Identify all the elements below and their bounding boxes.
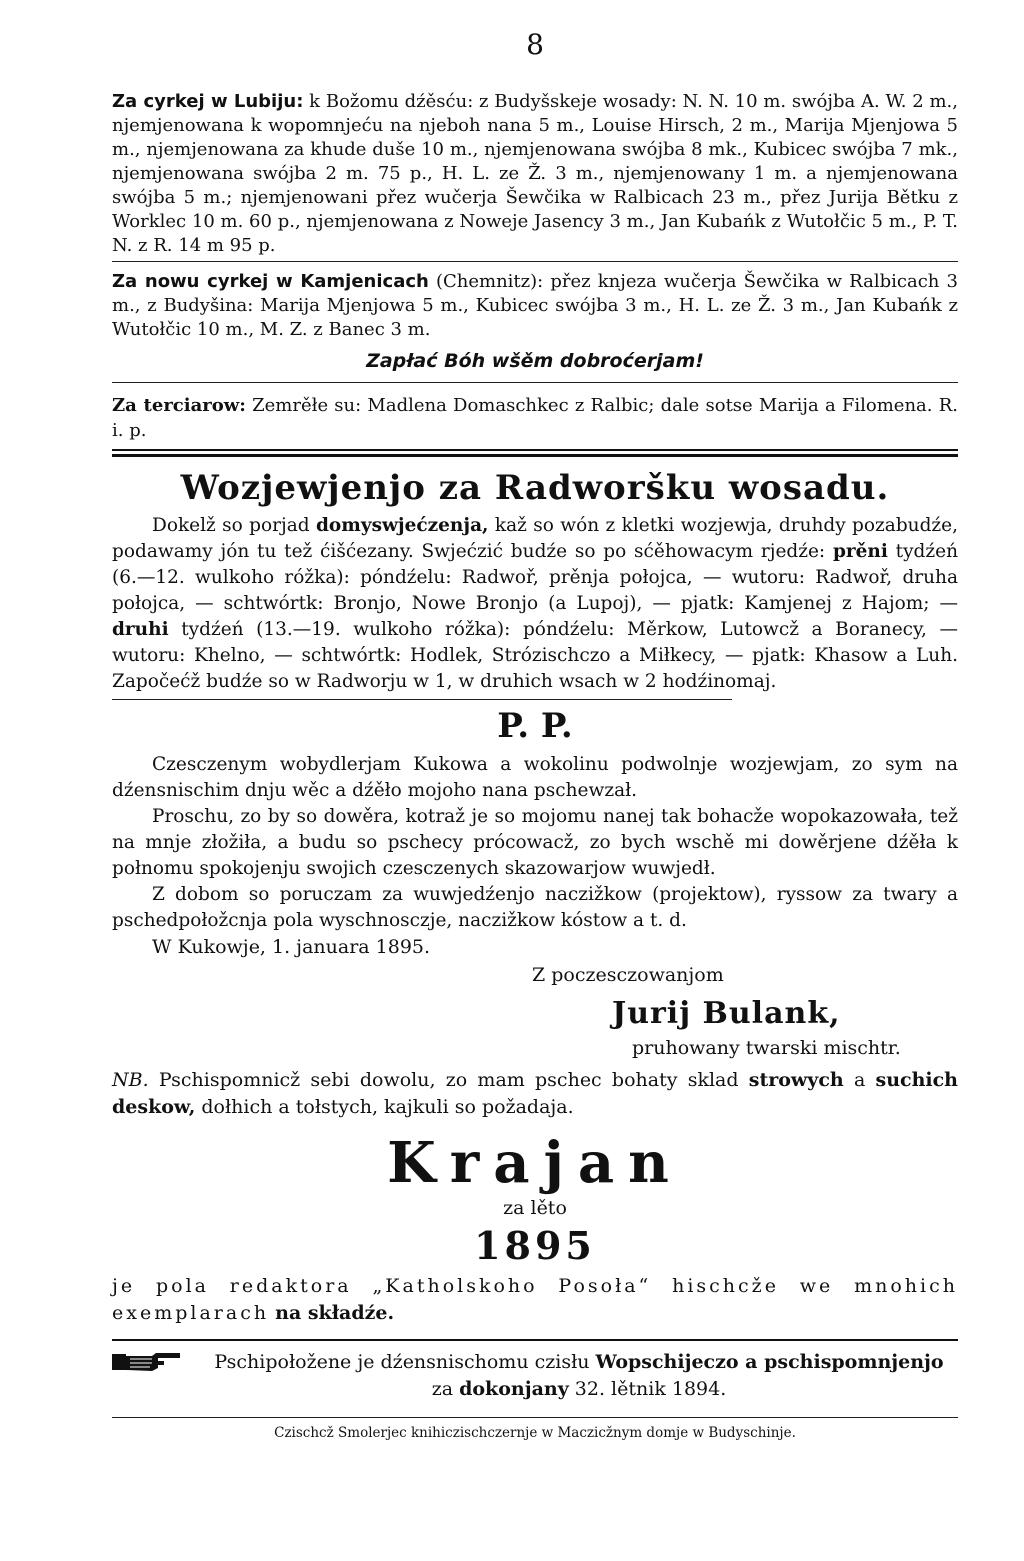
krajan-text-body: je pola redaktora „Katholskoho Posoła“ hischcže we mnohich exemplarach xyxy=(112,1275,958,1324)
nb-label: NB. xyxy=(112,1069,149,1091)
donation-lubij-lead: Za cyrkej w Lubiju: xyxy=(112,91,304,112)
article-bold-term: domyswjećzenja, xyxy=(315,515,489,536)
donation-kamjenica-lead: Za nowu cyrkej w Kamjenicach xyxy=(112,271,429,292)
double-divider xyxy=(112,449,958,457)
krajan-year: 1895 xyxy=(474,1223,596,1268)
nb-text: dołhich a tołstych, kajkuli so požadaja. xyxy=(201,1096,574,1118)
krajan-title: Krajan xyxy=(387,1130,683,1196)
pp-paragraph-3: Z dobom so poruczam za wuwjedźenjo naczižkow (projektow), ryssow za twary a pschedpołožcnja pola wyschnosczje, naczižkow kóstow a t. d. xyxy=(112,884,958,931)
supplement-notice xyxy=(112,1349,958,1403)
pp-profession: pruhowany twarski mischtr. xyxy=(632,1037,901,1059)
krajan-text-bold: na składźe. xyxy=(275,1302,395,1324)
notice-bold: Wopschijeczo a pschispomnjenjo xyxy=(595,1351,944,1373)
pp-paragraph-1: Czesczenym wobydlerjam Kukowa a wokolinu podwolnje wozjewjam, zo sym na dźensnischim dnju wěc a dźěło mojoho nana pschewzał. xyxy=(112,754,958,801)
tertiaries-lead: Za terciarow: xyxy=(112,395,246,416)
article-body xyxy=(112,513,958,695)
krajan-za-leto: za lěto xyxy=(503,1197,567,1219)
article-text: Dokelž so porjad xyxy=(152,515,310,536)
tertiaries-text: Zemrěłe su: Madlena Domaschkec z Ralbic; dale sotse Marija a Filomena. xyxy=(252,395,933,416)
notice-bold: dokonjany xyxy=(459,1378,569,1400)
divider xyxy=(112,1417,958,1418)
pp-dateline: W Kukowje, 1. januara 1895. xyxy=(152,936,431,958)
pointing-hand-icon xyxy=(112,1351,182,1373)
donation-lubij-text: k Božomu dźěsću: z Budyšskeje wosady: N. N. 10 m. swójba A. W. 2 m., njemjenowana k wopomnjeću na njeboh nana 5 m., Louise Hirsch, 2 m., Marija Mjenjowa 5 m., njemjenowana za khude duše 10 m., njemjenowana swójba 8 mk., Kubicec swójba 7 mk., njemjenowana swójba 2 m. 75 p., H. L. ze Ž. 3 m., njemjenowany 1 m. a njemjenowana swójba 5 m.; njemjenowani přez wučerja Šewčika w Ralbicach 23 m., přez Jurija Bětku z Worklec 10 m. 60 p., njemjenowana z Noweje Jasency 3 m., Jan Kubańk z Wutołčic 5 m., P. T. N. z R. 14 m 95 p. xyxy=(112,91,958,256)
supplement-notice-text xyxy=(200,1349,958,1403)
tertiaries-rip: R. i. p. xyxy=(112,395,958,441)
article-bold-term: prěni xyxy=(832,541,888,562)
nb-bold: suchich deskow, xyxy=(112,1069,958,1118)
notice-text: Pschipołožene je dźensnischomu czisłu xyxy=(214,1351,590,1373)
article-bold-term: druhi xyxy=(112,619,169,640)
printer-imprint: Czischcž Smolerjec knihiczischczernje w Maczicžnym domje w Budyschinje. xyxy=(274,1425,796,1441)
pp-signature: Jurij Bulank, xyxy=(612,996,841,1031)
tertiaries-notice xyxy=(112,393,958,443)
article-title: Wozjewjenjo za Radworšku wosadu. xyxy=(180,468,890,508)
notice-text: za xyxy=(431,1378,454,1400)
donation-lubij xyxy=(112,90,958,258)
pp-greeting: Z poczesczowanjom xyxy=(532,964,724,986)
thanks-line: Zapłać Bóh wšěm dobroćerjam! xyxy=(366,350,704,372)
divider xyxy=(112,261,958,262)
krajan-text xyxy=(112,1273,958,1327)
page-number: 8 xyxy=(526,28,544,61)
pp-paragraph-2: Proschu, zo by so dowěra, kotraž je so mojomu nanej tak bohacže wopokazowała, tež na mnje złožiła, a budu so pschecy prócowacž, zo bych wschě mi dowěrjene dźěła k połnomu spokojenju swojich czesczenych skazowarjow wuwjedł. xyxy=(112,806,958,879)
article-text: tydźeń (13.—19. wulkoho róžka): póndźelu: Měrkow, Lutowcž a Boranecy, — wutoru: Khelno, — schtwórtk: Hodlek, Strózischczo a Miłkecy, — pjatk: Khasow a Luh. Započećž budźe so w Radworju w 1, w druhich wsach w 2 hodźinomaj. xyxy=(112,619,958,692)
divider xyxy=(112,1339,958,1341)
nb-bold: strowych xyxy=(748,1069,844,1091)
divider xyxy=(112,699,732,700)
article-text: kaž so wón z kletki wozjewja, druhdy pozabudźe, podawamy jón tu tež ćišćezany. Swjećzić budźe so po sćěhowacym rjedźe: xyxy=(112,515,958,562)
nb-text: Pschispomnicž sebi dowolu, zo mam pschec bohaty sklad xyxy=(158,1069,739,1091)
pp-nb xyxy=(112,1067,958,1121)
divider xyxy=(112,382,958,383)
notice-text: 32. lětnik 1894. xyxy=(574,1378,727,1400)
article-text: tydźeń (6.—12. wulkoho róžka): póndźelu: Radwoř, prěnja połojca, — wutoru: Radwoř, druha połojca, — schtwórtk: Bronjo, Nowe Bronjo (a Lupoj), — pjatk: Kamjenej z Hajom; — xyxy=(112,541,959,614)
donation-kamjenica-text: (Chemnitz): přez knjeza wučerja Šewčika w Ralbicach 3 m., z Budyšina: Marija Mjenjowa 5 m., Kubicec swójba 3 m., H. L. ze Ž. 3 m., Jan Kubańk z Wutołčic 10 m., M. Z. z Banec 3 m. xyxy=(112,271,958,340)
donation-kamjenica xyxy=(112,270,958,342)
nb-text: a xyxy=(853,1069,866,1091)
pp-heading: P. P. xyxy=(497,706,573,746)
